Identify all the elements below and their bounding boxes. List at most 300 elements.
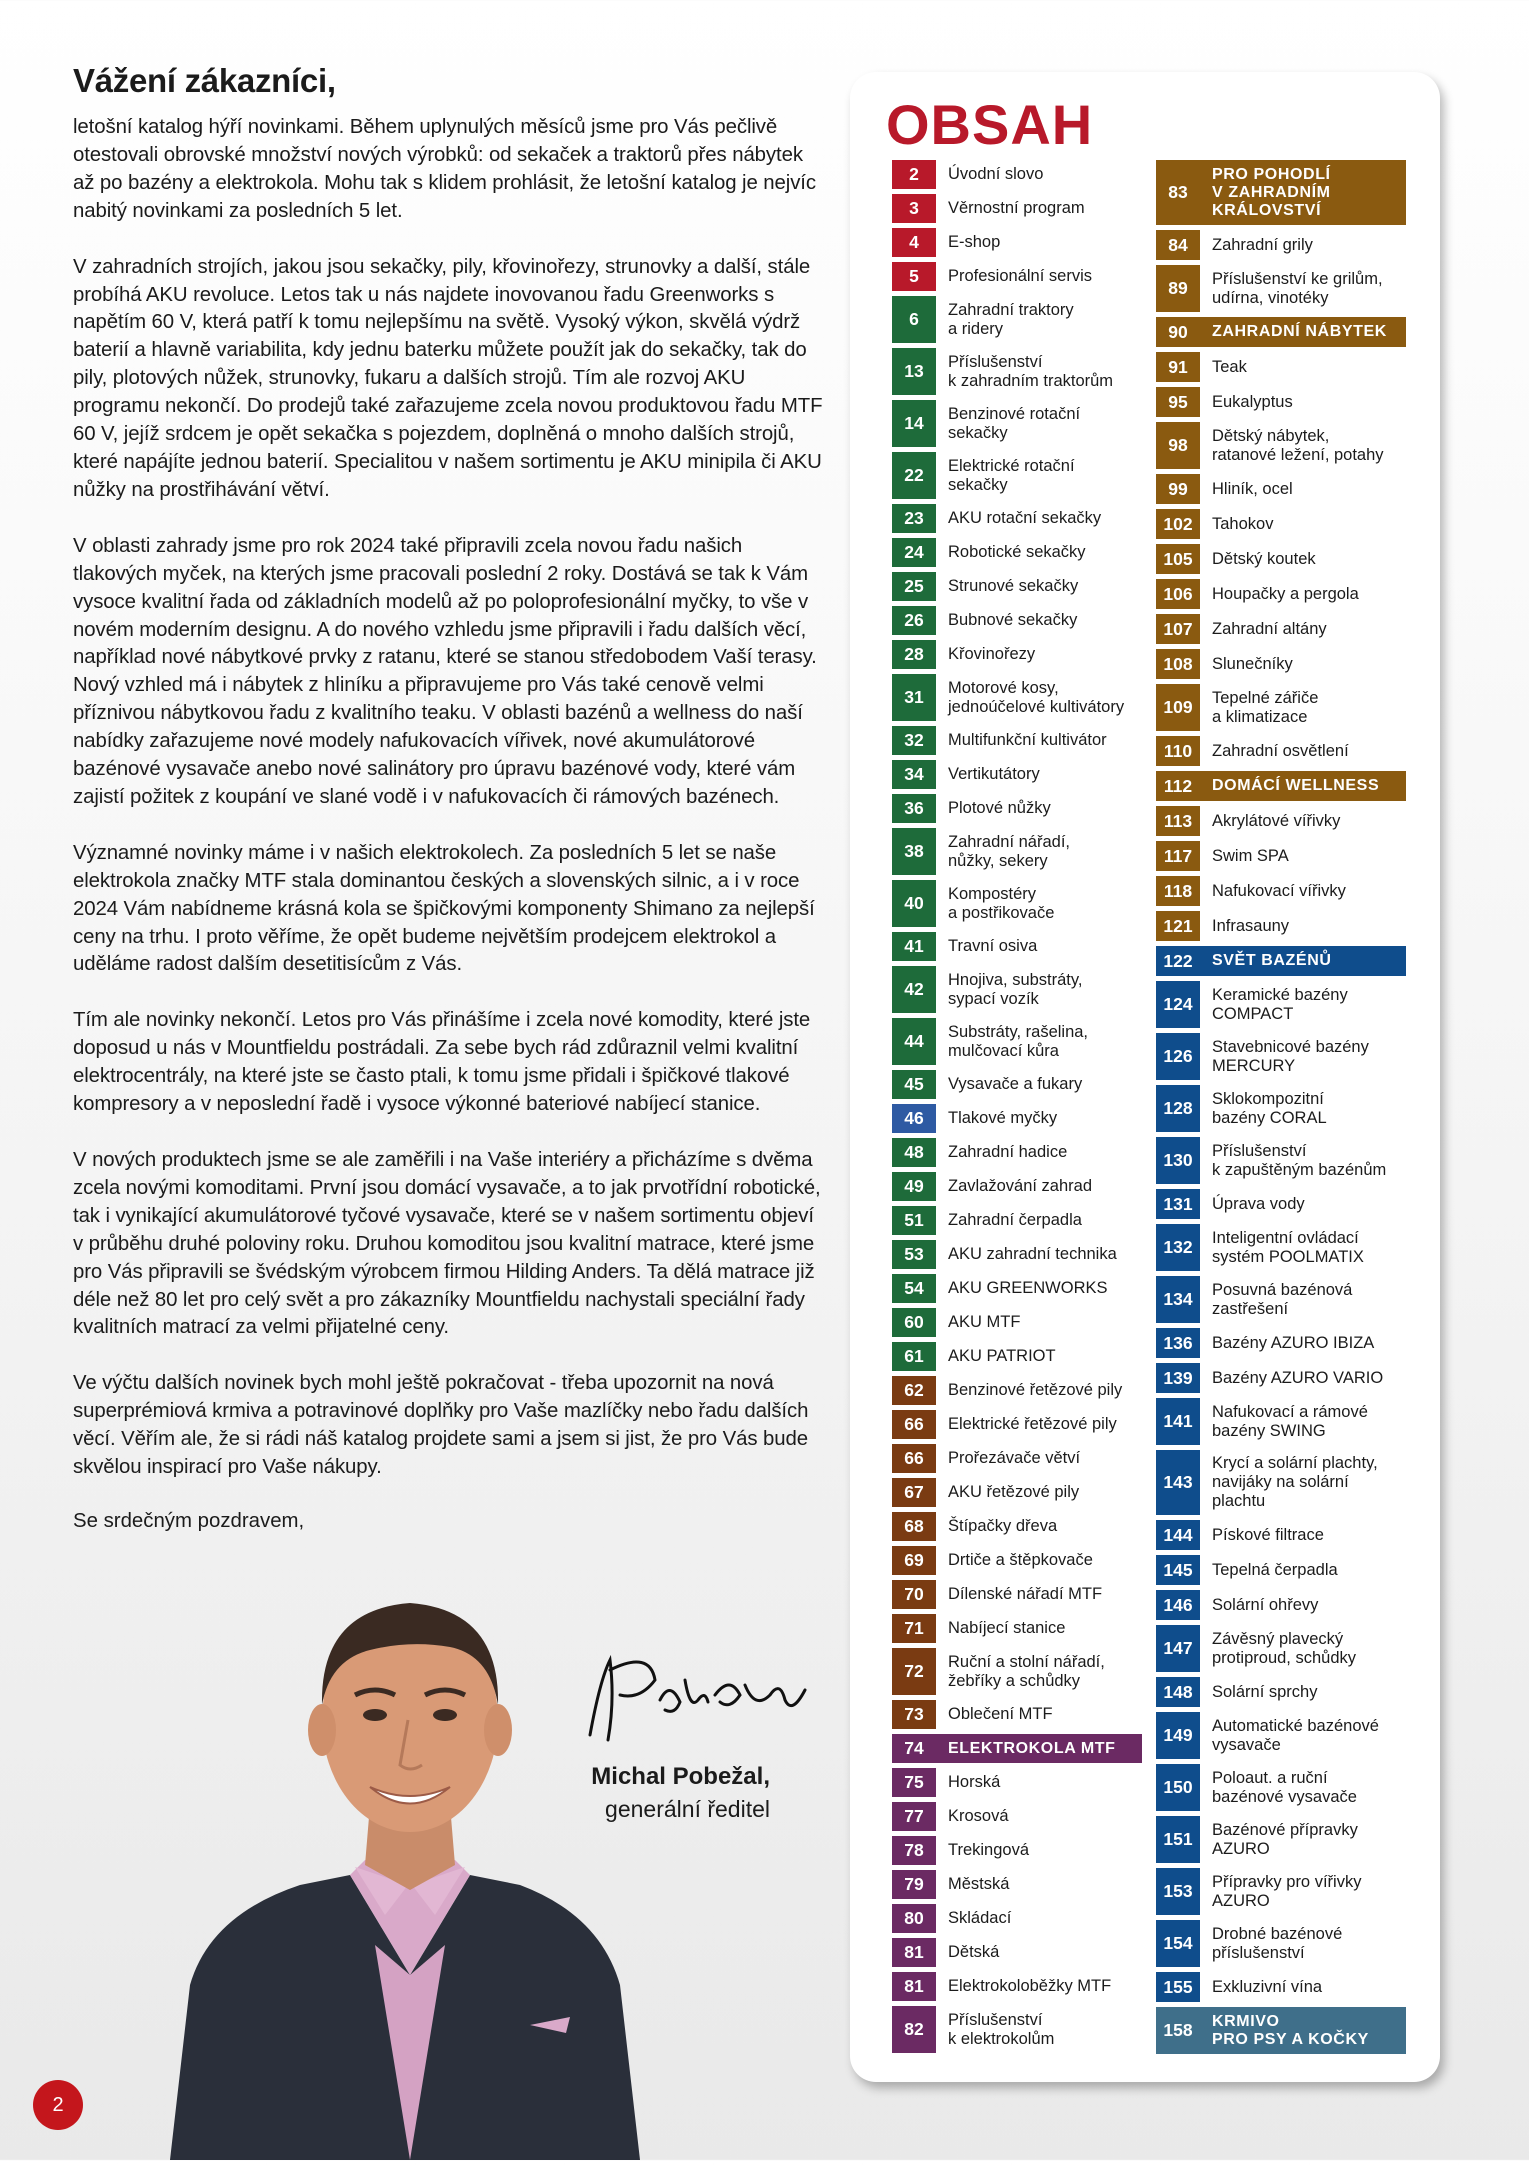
toc-entry[interactable] <box>1156 1520 1406 1550</box>
toc-entry[interactable] <box>1156 422 1406 469</box>
toc-page-number: 132 <box>1156 1224 1200 1271</box>
toc-entry-label: Bubnové sekačky <box>948 611 1078 629</box>
toc-page-number: 126 <box>1156 1033 1200 1080</box>
toc-entry-label: Hliník, ocel <box>1212 479 1293 498</box>
toc-entry-label: Sklokompozitní bazény CORAL <box>1212 1089 1327 1127</box>
toc-page-number: 62 <box>892 1376 936 1405</box>
toc-entry-label: Tlakové myčky <box>948 1109 1058 1127</box>
toc-page-number: 45 <box>892 1070 936 1099</box>
toc-entry[interactable] <box>892 1648 1142 1695</box>
toc-entry-label: Příslušenství k elektrokolům <box>948 2010 1055 2048</box>
toc-entry[interactable] <box>892 160 1142 189</box>
toc-entry-label: Elektrokoloběžky MTF <box>948 1977 1112 1995</box>
toc-entry[interactable] <box>1156 544 1406 574</box>
toc-page-number: 117 <box>1156 841 1200 871</box>
toc-entry-label: Tepelné zářiče a klimatizace <box>1212 688 1319 726</box>
toc-entry-label: Zahradní osvětlení <box>1212 741 1349 760</box>
toc-entry-label: Nabíjecí stanice <box>948 1619 1066 1637</box>
toc-entry[interactable] <box>1156 806 1406 836</box>
toc-entry[interactable] <box>892 1478 1142 1507</box>
toc-entry-label: Swim SPA <box>1212 846 1289 865</box>
toc-entry[interactable] <box>892 1546 1142 1575</box>
toc-page-number: 144 <box>1156 1520 1200 1550</box>
toc-entry-label: Poloaut. a ruční bazénové vysavače <box>1212 1768 1357 1806</box>
toc-entry-label: Benzinové rotační sekačky <box>948 404 1081 442</box>
toc-page-number: 70 <box>892 1580 936 1609</box>
toc-entry[interactable] <box>1156 352 1406 382</box>
toc-entry[interactable] <box>1156 1137 1406 1184</box>
toc-page-number: 69 <box>892 1546 936 1575</box>
toc-page-number: 5 <box>892 262 936 291</box>
toc-entry[interactable] <box>1156 1398 1406 1445</box>
toc-entry[interactable] <box>892 932 1142 961</box>
toc-entry-label: Profesionální servis <box>948 267 1092 285</box>
toc-page-number: 22 <box>892 452 936 499</box>
toc-entry[interactable] <box>1156 579 1406 609</box>
toc-entry[interactable] <box>892 1206 1142 1235</box>
toc-entry[interactable] <box>1156 1363 1406 1393</box>
toc-entry[interactable] <box>892 1802 1142 1831</box>
toc-page-number: 145 <box>1156 1555 1200 1585</box>
toc-page-number: 68 <box>892 1512 936 1541</box>
toc-entry-label: Přípravky pro vířivky AZURO <box>1212 1872 1362 1910</box>
toc-page-number: 74 <box>892 1734 936 1763</box>
toc-entry[interactable] <box>892 504 1142 533</box>
toc-entry-label: Hnojiva, substráty, sypací vozík <box>948 970 1083 1008</box>
toc-page-number: 105 <box>1156 544 1200 574</box>
toc-page-number: 13 <box>892 348 936 395</box>
toc-entry[interactable] <box>892 674 1142 721</box>
toc-entry[interactable] <box>892 262 1142 291</box>
toc-entry[interactable] <box>892 1700 1142 1729</box>
toc-page-number: 49 <box>892 1172 936 1201</box>
toc-entry[interactable] <box>892 1018 1142 1065</box>
toc-page-number: 130 <box>1156 1137 1200 1184</box>
toc-entry[interactable] <box>1156 1590 1406 1620</box>
toc-page-number: 54 <box>892 1274 936 1303</box>
toc-page-number: 4 <box>892 228 936 257</box>
toc-entry-label: Eukalyptus <box>1212 392 1293 411</box>
toc-entry-label: Exkluzivní vína <box>1212 1977 1323 1996</box>
toc-page-number: 78 <box>892 1836 936 1865</box>
toc-entry[interactable] <box>892 1070 1142 1099</box>
toc-page-number: 136 <box>1156 1328 1200 1358</box>
toc-entry[interactable] <box>1156 911 1406 941</box>
toc-page-number: 128 <box>1156 1085 1200 1132</box>
toc-entry[interactable] <box>1156 387 1406 417</box>
toc-entry[interactable] <box>1156 2007 1406 2054</box>
toc-entry-label: E-shop <box>948 233 1001 251</box>
toc-entry[interactable] <box>892 1104 1142 1133</box>
toc-page-number: 61 <box>892 1342 936 1371</box>
toc-entry[interactable] <box>892 1836 1142 1865</box>
toc-page-number: 124 <box>1156 981 1200 1028</box>
toc-page-number: 141 <box>1156 1398 1200 1445</box>
toc-entry[interactable] <box>892 606 1142 635</box>
toc-entry[interactable] <box>892 828 1142 875</box>
toc-page-number: 31 <box>892 674 936 721</box>
toc-entry-label: ELEKTROKOLA MTF <box>936 1734 1142 1763</box>
toc-page-number: 146 <box>1156 1590 1200 1620</box>
toc-entry-label: Zahradní altány <box>1212 619 1327 638</box>
toc-entry[interactable] <box>892 1580 1142 1609</box>
toc-entry[interactable] <box>892 572 1142 601</box>
toc-entry-label: Dětský nábytek, ratanové ležení, potahy <box>1212 426 1384 464</box>
toc-page-number: 121 <box>1156 911 1200 941</box>
toc-entry-label: Věrnostní program <box>948 199 1085 217</box>
toc-entry-label: DOMÁCÍ WELLNESS <box>1200 771 1406 801</box>
toc-page-number: 66 <box>892 1410 936 1439</box>
toc-entry-label: Trekingová <box>948 1841 1030 1859</box>
toc-entry-label: Bazény AZURO IBIZA <box>1212 1333 1375 1352</box>
toc-page-number: 23 <box>892 504 936 533</box>
toc-entry[interactable] <box>1156 736 1406 766</box>
toc-entry-label: Strunové sekačky <box>948 577 1079 595</box>
toc-page-number: 118 <box>1156 876 1200 906</box>
toc-page-number: 99 <box>1156 474 1200 504</box>
toc-entry[interactable] <box>892 726 1142 755</box>
toc-page-number: 109 <box>1156 684 1200 731</box>
toc-entry[interactable] <box>892 966 1142 1013</box>
toc-page-number: 51 <box>892 1206 936 1235</box>
toc-entry-label: Příslušenství ke grilům, udírna, vinotéky <box>1212 269 1383 307</box>
toc-page-number: 32 <box>892 726 936 755</box>
toc-entry-label: Krycí a solární plachty, navijáky na solární plachtu <box>1212 1454 1378 1510</box>
toc-entry-label: Benzinové řetězové pily <box>948 1381 1123 1399</box>
toc-entry-label: Štípačky dřeva <box>948 1517 1058 1535</box>
toc-page-number: 139 <box>1156 1363 1200 1393</box>
toc-entry[interactable] <box>892 452 1142 499</box>
toc-entry[interactable] <box>892 1138 1142 1167</box>
toc-entry-label: Multifunkční kultivátor <box>948 731 1107 749</box>
toc-entry-label: Městská <box>948 1875 1010 1893</box>
letter-paragraph-7: Ve výčtu dalších novinek bych mohl ještě pokračovat - třeba upozornit na nová superprémiová krmiva a potravinové doplňky pro Vaše mazlíčky nebo řadu dalších věcí. Věřím ale, že si rádi náš katalog projdete sami a jsem si jist, že pro Vás bude skvělou inspirací pro Vaše nákupy. <box>73 1372 809 1479</box>
toc-entry[interactable] <box>892 760 1142 789</box>
toc-entry[interactable] <box>1156 946 1406 976</box>
toc-entry[interactable] <box>1156 1224 1406 1271</box>
toc-entry-label: Vysavače a fukary <box>948 1075 1083 1093</box>
toc-page-number: 48 <box>892 1138 936 1167</box>
toc-page-number: 44 <box>892 1018 936 1065</box>
toc-page-number: 131 <box>1156 1189 1200 1219</box>
toc-page-number: 154 <box>1156 1920 1200 1967</box>
toc-entry[interactable] <box>892 794 1142 823</box>
toc-entry[interactable] <box>1156 1625 1406 1672</box>
toc-page-number: 107 <box>1156 614 1200 644</box>
signature-role: generální ředitel <box>605 1796 770 1822</box>
toc-page-number: 122 <box>1156 946 1200 976</box>
toc-entry-label: Robotické sekačky <box>948 543 1086 561</box>
toc-page-number: 72 <box>892 1648 936 1695</box>
handwritten-signature <box>580 1640 810 1750</box>
toc-entry-label: Horská <box>948 1773 1001 1791</box>
letter-paragraph-5: Tím ale novinky nekončí. Letos pro Vás přinášíme i zcela nové komodity, které jste doposud u nás v Mountfieldu postrádali. Za sebe bych rád zdůraznil velmi kvalitní elektrocentrály, na které jste se často ptali, k tomu jsme přidali i špičkové tlakové kompresory a v neposlední řadě i vysoce výkonné bateriové nabíjecí stanice. <box>73 1009 811 1116</box>
toc-entry-label: Ruční a stolní nářadí, žebříky a schůdky <box>948 1652 1105 1690</box>
toc-entry-label: AKU zahradní technika <box>948 1245 1117 1263</box>
toc-entry-label: Krosová <box>948 1807 1009 1825</box>
letter-paragraph-1: letošní katalog hýří novinkami. Během uplynulých měsíců jsme pro Vás pečlivě otestovali obrovské množství nových výrobků: od sekaček a traktorů přes nábytek až po bazény a elektrokola. Mohu tak s klidem prohlásit, že letošní katalog je nejvíc nabitý novinkami za posledních 5 let. <box>73 116 816 222</box>
toc-entry-label: Závěsný plavecký protiproud, schůdky <box>1212 1629 1356 1667</box>
toc-page-number: 53 <box>892 1240 936 1269</box>
toc-page-number: 81 <box>892 1972 936 2001</box>
toc-page-number: 147 <box>1156 1625 1200 1672</box>
toc-page-number: 24 <box>892 538 936 567</box>
toc-entry[interactable] <box>892 1444 1142 1473</box>
toc-entry-label: Elektrické řetězové pily <box>948 1415 1117 1433</box>
toc-entry-label: Zahradní nářadí, nůžky, sekery <box>948 832 1070 870</box>
toc-page-number: 82 <box>892 2006 936 2053</box>
toc-page-number: 90 <box>1156 317 1200 347</box>
toc-entry-label: AKU řetězové pily <box>948 1483 1080 1501</box>
toc-entry[interactable] <box>1156 265 1406 312</box>
toc-entry-label: Tepelná čerpadla <box>1212 1560 1338 1579</box>
table-of-contents <box>850 72 1440 2082</box>
toc-entry[interactable] <box>1156 1555 1406 1585</box>
toc-entry-label: Drtiče a štěpkovače <box>948 1551 1093 1569</box>
toc-entry[interactable] <box>1156 1085 1406 1132</box>
toc-entry[interactable] <box>1156 614 1406 644</box>
toc-page-number: 149 <box>1156 1712 1200 1759</box>
toc-entry-label: Dětský koutek <box>1212 549 1316 568</box>
toc-entry[interactable] <box>1156 1920 1406 1967</box>
toc-entry-label: Inteligentní ovládací systém POOLMATIX <box>1212 1228 1364 1266</box>
toc-entry-label: Solární ohřevy <box>1212 1595 1319 1614</box>
letter-paragraph-4: Významné novinky máme i v našich elektrokolech. Za posledních 5 let se naše elektrokola značky MTF stala dominantou českých a slovenských silnic, a i v roce 2024 Vám nabídneme krásná kola se špičkovými komponenty Shimano za nejlepší ceny na trhu. I proto věříme, že opět budeme největším prodejcem elektrokol a uděláme radost dalším desetitisícům z Vás. <box>73 841 815 976</box>
toc-page-number: 150 <box>1156 1764 1200 1811</box>
toc-page-number: 67 <box>892 1478 936 1507</box>
toc-entry-label: Tahokov <box>1212 514 1274 533</box>
toc-entry[interactable] <box>892 2006 1142 2053</box>
toc-entry[interactable] <box>1156 841 1406 871</box>
toc-title: OBSAH <box>886 93 1094 156</box>
toc-entry-label: Houpačky a pergola <box>1212 584 1359 603</box>
letter <box>73 62 828 1533</box>
toc-entry-label: Akrylátové vířivky <box>1212 811 1341 830</box>
toc-entry-label: Kompostéry a postřikovače <box>948 884 1055 922</box>
toc-page-number: 84 <box>1156 230 1200 260</box>
toc-page-number: 60 <box>892 1308 936 1337</box>
toc-entry[interactable] <box>1156 509 1406 539</box>
toc-entry-label: Dětská <box>948 1943 1000 1961</box>
toc-entry[interactable] <box>892 1410 1142 1439</box>
toc-entry[interactable] <box>1156 876 1406 906</box>
toc-page-number: 143 <box>1156 1450 1200 1515</box>
toc-entry[interactable] <box>892 1870 1142 1899</box>
toc-page-number: 73 <box>892 1700 936 1729</box>
toc-page-number: 108 <box>1156 649 1200 679</box>
toc-entry[interactable] <box>1156 230 1406 260</box>
toc-entry-label: Úprava vody <box>1212 1194 1305 1213</box>
greeting: Vážení zákazníci, <box>73 62 336 99</box>
toc-entry-label: Teak <box>1212 357 1247 376</box>
toc-page-number: 148 <box>1156 1677 1200 1707</box>
toc-entry[interactable] <box>892 296 1142 343</box>
toc-entry-label: Nafukovací vířivky <box>1212 881 1346 900</box>
toc-page-number: 71 <box>892 1614 936 1643</box>
letter-paragraph-3: V oblasti zahrady jsme pro rok 2024 také připravili zcela novou řadu našich tlakových myček, na kterých jsme pracovali poslední 2 roky. Dostává se tak k Vám vysoce kvalitní řada od základních modelů až po poloprofesionální myčky, to vše v novém moderním designu. A do nového vzhledu jsme připravili i řadu dalších věcí, například nové nábytkové prvky z ratanu, které se stanou středobodem Vaší terasy. Nový vzhled má i nábytek z hliníku a připravujeme pro Vás také cenově velmi příznivou nábytkovou řadu z kvalitního teaku. V oblasti bazénů a wellness do naší nabídky zařazujeme nové modely nafukovacích vířivek, nové akumulátorové bazénové vysavače anebo nové salinátory pro úpravu bazénové vody, které vám zajistí požitek z koupání ve slané vodě i v nafukovacích či rámových bazénech. <box>73 534 817 808</box>
toc-page-number: 40 <box>892 880 936 927</box>
toc-page-number: 106 <box>1156 579 1200 609</box>
toc-page-number: 42 <box>892 966 936 1013</box>
toc-entry[interactable] <box>892 1376 1142 1405</box>
toc-entry-label: Oblečení MTF <box>948 1705 1053 1723</box>
toc-right-column <box>1156 160 1406 2054</box>
toc-entry[interactable] <box>1156 1677 1406 1707</box>
toc-page-number: 26 <box>892 606 936 635</box>
toc-entry[interactable] <box>1156 474 1406 504</box>
toc-entry-label: Elektrické rotační sekačky <box>948 456 1075 494</box>
toc-entry-label: Bazénové přípravky AZURO <box>1212 1820 1358 1858</box>
toc-page-number: 25 <box>892 572 936 601</box>
toc-left-column <box>892 160 1142 2053</box>
toc-entry-label: Skládací <box>948 1909 1012 1927</box>
toc-entry-label: Zahradní traktory a ridery <box>948 300 1074 338</box>
toc-page-number: 153 <box>1156 1868 1200 1915</box>
toc-page-number: 83 <box>1156 160 1200 225</box>
toc-entry[interactable] <box>892 1308 1142 1337</box>
toc-entry[interactable] <box>1156 1328 1406 1358</box>
closing-line: Se srdečným pozdravem, <box>73 1509 305 1532</box>
toc-entry-label: Stavebnicové bazény MERCURY <box>1212 1037 1369 1075</box>
page-number: 2 <box>33 2080 83 2130</box>
toc-entry-label: Nafukovací a rámové bazény SWING <box>1212 1402 1368 1440</box>
toc-entry-label: Automatické bazénové vysavače <box>1212 1716 1379 1754</box>
toc-page-number: 98 <box>1156 422 1200 469</box>
toc-entry[interactable] <box>1156 1189 1406 1219</box>
toc-entry-label: Solární sprchy <box>1212 1682 1318 1701</box>
toc-entry-label: Bazény AZURO VARIO <box>1212 1368 1384 1387</box>
toc-entry-label: Plotové nůžky <box>948 799 1051 817</box>
toc-page-number: 95 <box>1156 387 1200 417</box>
toc-entry[interactable] <box>892 348 1142 395</box>
toc-page-number: 14 <box>892 400 936 447</box>
toc-entry-label: Keramické bazény COMPACT <box>1212 985 1348 1023</box>
toc-page-number: 112 <box>1156 771 1200 801</box>
letter-paragraph-2: V zahradních strojích, jakou jsou sekačky, pily, křovinořezy, strunovky a další, stále probíhá AKU revoluce. Letos tak u nás najdete inovovanou řadu Greenworks s napětím 60 V, která patří k tomu nejlepšímu na světě. Vysoký výkon, skvělá výdrž baterií a hlavně variabilita, kdy jednu baterku můžete použít jak do sekačky, tak do pily, plotových nůžek, strunovky, fukaru a dalších strojů. Tím ale rozvoj AKU programu nekončí. Do prodejů také zařazujeme zcela novou produktovou řadu MTF 60 V, jejíž srdcem je opět sekačka s pojezdem, doplněná o mnoho dalších strojů, které napájíte jednou baterií. Specialitou v našem sortimentu je AKU minipila či AKU nůžky na prostřihávání větví. <box>73 255 823 501</box>
toc-page-number: 158 <box>1156 2007 1200 2054</box>
toc-page-number: 2 <box>892 160 936 189</box>
toc-entry[interactable] <box>892 194 1142 223</box>
toc-page-number: 79 <box>892 1870 936 1899</box>
toc-entry[interactable] <box>1156 1868 1406 1915</box>
toc-entry-label: Úvodní slovo <box>948 165 1044 183</box>
toc-entry[interactable] <box>892 1614 1142 1643</box>
toc-page-number: 110 <box>1156 736 1200 766</box>
toc-page-number: 91 <box>1156 352 1200 382</box>
toc-entry-label: Vertikutátory <box>948 765 1040 783</box>
toc-page-number: 46 <box>892 1104 936 1133</box>
toc-entry[interactable] <box>1156 317 1406 347</box>
toc-entry[interactable] <box>1156 1816 1406 1863</box>
toc-entry[interactable] <box>892 1172 1142 1201</box>
toc-page-number: 102 <box>1156 509 1200 539</box>
toc-entry-label: Prořezávače větví <box>948 1449 1081 1467</box>
toc-entry-label: Dílenské nářadí MTF <box>948 1585 1103 1603</box>
toc-page-number: 89 <box>1156 265 1200 312</box>
toc-page-number: 66 <box>892 1444 936 1473</box>
portrait-illustration <box>150 1555 650 2160</box>
toc-entry-label: Slunečníky <box>1212 654 1293 673</box>
toc-entry[interactable] <box>892 228 1142 257</box>
toc-entry[interactable] <box>1156 1033 1406 1080</box>
toc-entry-label: PRO POHODLÍ V ZAHRADNÍM KRÁLOVSTVÍ <box>1200 160 1406 225</box>
toc-entry[interactable] <box>892 640 1142 669</box>
toc-entry[interactable] <box>1156 771 1406 801</box>
toc-entry-label: Motorové kosy, jednoúčelové kultivátory <box>948 678 1125 716</box>
toc-entry-label: Příslušenství k zapuštěným bazénům <box>1212 1141 1387 1179</box>
toc-entry[interactable] <box>892 1938 1142 1967</box>
toc-page-number: 151 <box>1156 1816 1200 1863</box>
toc-page-number: 75 <box>892 1768 936 1797</box>
toc-page-number: 34 <box>892 760 936 789</box>
toc-entry-label: Travní osiva <box>948 937 1038 955</box>
ceo-portrait <box>150 1555 650 2160</box>
toc-page-number: 28 <box>892 640 936 669</box>
toc-entry[interactable] <box>892 538 1142 567</box>
toc-entry[interactable] <box>892 880 1142 927</box>
toc-entry-label: Zahradní hadice <box>948 1143 1068 1161</box>
toc-entry-label: ZAHRADNÍ NÁBYTEK <box>1200 317 1406 347</box>
toc-page-number: 155 <box>1156 1972 1200 2002</box>
toc-entry[interactable] <box>1156 981 1406 1028</box>
toc-entry[interactable] <box>1156 684 1406 731</box>
toc-entry-label: AKU GREENWORKS <box>948 1279 1108 1297</box>
toc-entry[interactable] <box>1156 1764 1406 1811</box>
toc-page-number: 3 <box>892 194 936 223</box>
letter-paragraph-6: V nových produktech jsme se ale zaměřili i na Vaše interiéry a přicházíme s dvěma zcela novými komoditami. První jsou domácí vysavače, a to jak prvotřídní robotické, tak i vynikající akumulátorové tyčové vysavače, které se v našem sortimentu objeví v průběhu druhé poloviny roku. Druhou komoditou jsou kvalitní matrace, které jsme pro Vás připravili se švédským výrobcem firmou Hilding Anders. Ta dělá matrace již déle než 80 let pro celý svět a pro zákazníky Mountfieldu nachystali speciální řady kvalitních matrací za velmi přijatelné ceny. <box>73 1149 821 1339</box>
toc-page-number: 38 <box>892 828 936 875</box>
toc-page-number: 80 <box>892 1904 936 1933</box>
toc-entry-label: AKU rotační sekačky <box>948 509 1102 527</box>
toc-page-number: 77 <box>892 1802 936 1831</box>
toc-entry-label: Infrasauny <box>1212 916 1290 935</box>
toc-entry[interactable] <box>892 1972 1142 2001</box>
toc-entry[interactable] <box>892 1342 1142 1371</box>
toc-entry-label: KRMIVO PRO PSY A KOČKY <box>1200 2007 1406 2054</box>
signature-name: Michal Pobežal, <box>591 1763 770 1790</box>
toc-entry[interactable] <box>892 1274 1142 1303</box>
toc-entry[interactable] <box>892 1512 1142 1541</box>
toc-entry-label: SVĚT BAZÉNŮ <box>1200 946 1406 976</box>
toc-entry[interactable] <box>1156 1972 1406 2002</box>
toc-entry[interactable] <box>892 400 1142 447</box>
toc-entry[interactable] <box>1156 1276 1406 1323</box>
toc-entry-label: Křovinořezy <box>948 645 1036 663</box>
toc-entry-label: AKU PATRIOT <box>948 1347 1056 1365</box>
toc-entry[interactable] <box>892 1240 1142 1269</box>
toc-entry-label: Pískové filtrace <box>1212 1525 1324 1544</box>
toc-page-number: 134 <box>1156 1276 1200 1323</box>
toc-page-number: 113 <box>1156 806 1200 836</box>
toc-entry-label: AKU MTF <box>948 1313 1021 1331</box>
toc-entry-label: Substráty, rašelina, mulčovací kůra <box>948 1022 1089 1060</box>
toc-entry-label: Zavlažování zahrad <box>948 1177 1092 1195</box>
toc-page-number: 6 <box>892 296 936 343</box>
toc-entry[interactable] <box>1156 1450 1406 1515</box>
toc-entry-label: Zahradní čerpadla <box>948 1211 1082 1229</box>
toc-entry-label: Posuvná bazénová zastřešení <box>1212 1280 1353 1318</box>
toc-entry[interactable] <box>1156 649 1406 679</box>
toc-entry-label: Příslušenství k zahradním traktorům <box>948 352 1114 390</box>
toc-page-number: 36 <box>892 794 936 823</box>
toc-entry[interactable] <box>1156 1712 1406 1759</box>
toc-entry[interactable] <box>892 1904 1142 1933</box>
toc-entry[interactable] <box>892 1734 1142 1763</box>
toc-entry-label: Zahradní grily <box>1212 235 1313 254</box>
toc-entry[interactable] <box>892 1768 1142 1797</box>
toc-page-number: 41 <box>892 932 936 961</box>
toc-entry[interactable] <box>1156 160 1406 225</box>
